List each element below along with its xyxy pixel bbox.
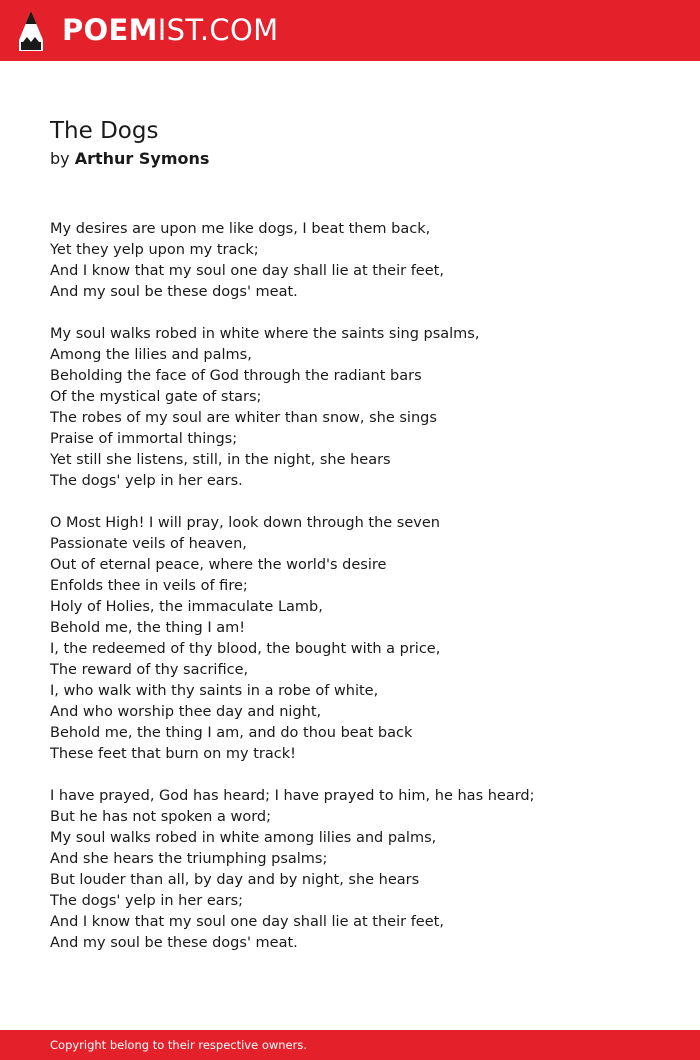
poem-line: Of the mystical gate of stars; — [50, 389, 262, 405]
poem-line: Holy of Holies, the immaculate Lamb, — [50, 599, 323, 615]
poem-line: And my soul be these dogs' meat. — [50, 284, 298, 300]
poem-line: I have prayed, God has heard; I have prayed to him, he has heard; — [50, 788, 535, 804]
copyright-text: Copyright belong to their respective owners. — [50, 1038, 308, 1052]
stanza — [50, 324, 670, 492]
byline — [50, 148, 209, 170]
poem-line: But he has not spoken a word; — [50, 809, 271, 825]
stanza — [50, 786, 670, 954]
poem-title: The Dogs — [50, 118, 159, 144]
poem-line: The robes of my soul are whiter than snow, she sings — [50, 410, 437, 426]
poem-line: O Most High! I will pray, look down through the seven — [50, 515, 440, 531]
poem-line: Behold me, the thing I am, and do thou beat back — [50, 725, 413, 741]
poem-line: My soul walks robed in white where the saints sing psalms, — [50, 326, 480, 342]
poem-line: I, who walk with thy saints in a robe of white, — [50, 683, 379, 699]
poem-line: And I know that my soul one day shall lie at their feet, — [50, 263, 444, 279]
poem-line: Out of eternal peace, where the world's desire — [50, 557, 387, 573]
poem-line: The reward of thy sacrifice, — [50, 662, 249, 678]
site-logo-text[interactable] — [62, 12, 278, 48]
author-name: Arthur Symons — [74, 149, 210, 168]
poem-line: And I know that my soul one day shall lie at their feet, — [50, 914, 444, 930]
stanza — [50, 513, 670, 765]
poem-line: Behold me, the thing I am! — [50, 620, 246, 636]
poem-line: But louder than all, by day and by night, she hears — [50, 872, 420, 888]
poem-line: These feet that burn on my track! — [50, 746, 296, 762]
poem-line: And who worship thee day and night, — [50, 704, 322, 720]
poem-line: Beholding the face of God through the radiant bars — [50, 368, 422, 384]
site-header — [0, 0, 700, 61]
poem-line: Among the lilies and palms, — [50, 347, 252, 363]
poem-line: The dogs' yelp in her ears; — [50, 893, 244, 909]
poem-line: And my soul be these dogs' meat. — [50, 935, 298, 951]
poem-line: Yet still she listens, still, in the night, she hears — [50, 452, 391, 468]
poem-line: I, the redeemed of thy blood, the bought with a price, — [50, 641, 441, 657]
brand-bold: POEM — [62, 13, 158, 47]
poem-line: Enfolds thee in veils of fire; — [50, 578, 248, 594]
poem-line: My desires are upon me like dogs, I beat them back, — [50, 221, 431, 237]
poem-line: The dogs' yelp in her ears. — [50, 473, 243, 489]
poem-line: My soul walks robed in white among lilies and palms, — [50, 830, 437, 846]
poem-line: Praise of immortal things; — [50, 431, 238, 447]
poem-line: And she hears the triumphing psalms; — [50, 851, 328, 867]
site-footer — [0, 1030, 700, 1060]
stanza — [50, 219, 670, 303]
pencil-icon[interactable] — [17, 10, 45, 52]
by-label: by — [50, 149, 70, 168]
poem-line: Passionate veils of heaven, — [50, 536, 247, 552]
poem-line: Yet they yelp upon my track; — [50, 242, 259, 258]
brand-light: IST.COM — [157, 13, 279, 47]
poem-body — [50, 219, 670, 975]
